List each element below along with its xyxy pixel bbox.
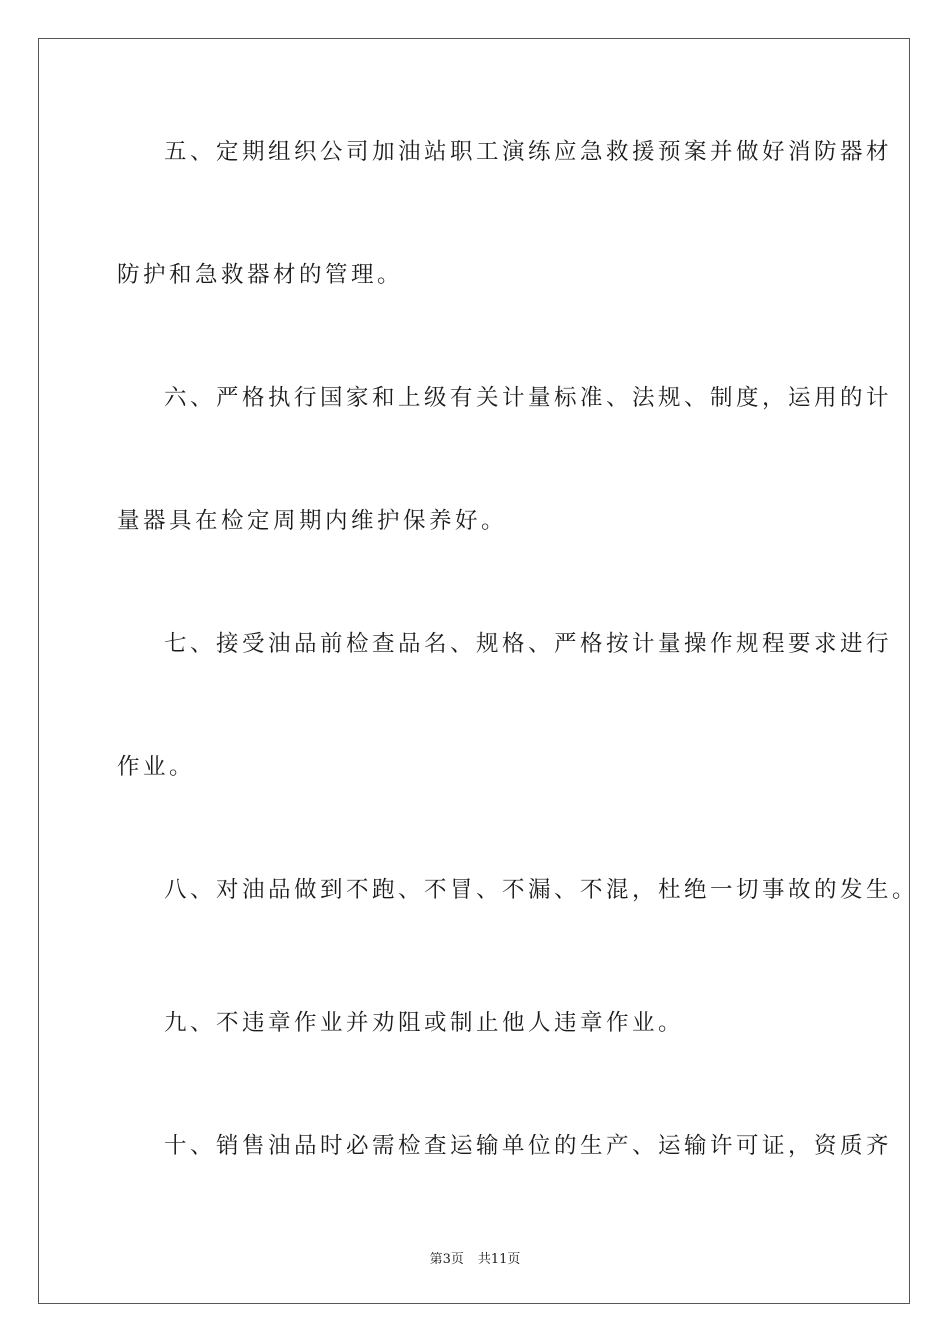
paragraph-9-line-1: 九、不违章作业并劝阻或制止他人违章作业。 bbox=[164, 1010, 685, 1036]
paragraph-6-line-1: 六、严格执行国家和上级有关计量标准、法规、制度，运用的计 bbox=[164, 385, 893, 411]
paragraph-5-line-2: 防护和急救器材的管理。 bbox=[117, 262, 404, 288]
page-total: 共11页 bbox=[477, 1252, 521, 1267]
paragraph-6-line-2: 量器具在检定周期内维护保养好。 bbox=[117, 508, 508, 534]
page-number: 第3页 bbox=[429, 1252, 464, 1267]
page-border bbox=[38, 38, 910, 1304]
paragraph-5-line-1: 五、定期组织公司加油站职工演练应急救援预案并做好消防器材 bbox=[164, 139, 893, 165]
paragraph-7-line-1: 七、接受油品前检查品名、规格、严格按计量操作规程要求进行 bbox=[164, 631, 893, 657]
page-footer bbox=[0, 1248, 950, 1267]
paragraph-7-line-2: 作业。 bbox=[117, 754, 196, 780]
paragraph-8-line-1: 八、对油品做到不跑、不冒、不漏、不混，杜绝一切事故的发生。 bbox=[164, 877, 919, 903]
paragraph-10-line-1: 十、销售油品时必需检查运输单位的生产、运输许可证，资质齐 bbox=[164, 1133, 893, 1159]
